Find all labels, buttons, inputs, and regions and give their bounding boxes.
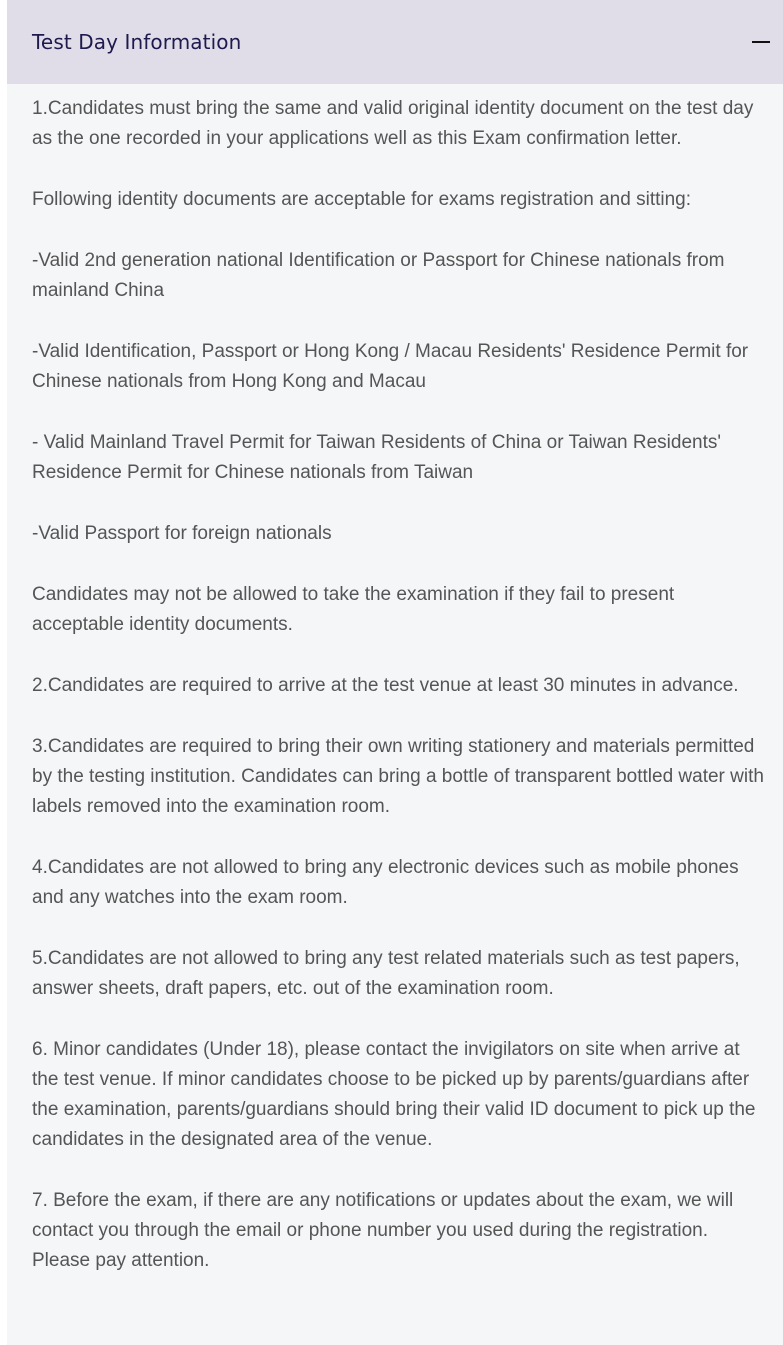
- info-paragraph-11: 5.Candidates are not allowed to bring any test related materials such as test papers, answer sheets, draft papers, etc. out of the examination room.: [32, 948, 740, 999]
- info-paragraph-12: 6. Minor candidates (Under 18), please contact the invigilators on site when arrive at the test venue. If minor candidates choose to be picked up by parents/guardians after the examination, parents/guardians should bring their valid ID document to pick up the candidates in the designated area of the venue.: [32, 1039, 756, 1150]
- info-paragraph-5: - Valid Mainland Travel Permit for Taiwan Residents of China or Taiwan Residents' Residence Permit for Chinese nationals from Taiwan: [32, 432, 722, 483]
- test-day-info-panel: [7, 0, 783, 1345]
- panel-title: Test Day Information: [32, 30, 242, 54]
- info-paragraph-10: 4.Candidates are not allowed to bring any electronic devices such as mobile phones and any watches into the exam room.: [32, 857, 739, 908]
- collapse-button[interactable]: [747, 28, 775, 56]
- minus-icon: [752, 41, 770, 43]
- info-paragraph-9: 3.Candidates are required to bring their own writing stationery and materials permitted by the testing institution. Candidates can bring a bottle of transparent bottled water with labels removed into the examination room.: [32, 736, 764, 817]
- info-paragraph-7: Candidates may not be allowed to take the examination if they fail to present acceptable identity documents.: [32, 584, 675, 635]
- info-paragraph-2: Following identity documents are acceptable for exams registration and sitting:: [32, 189, 692, 210]
- accordion-header[interactable]: [7, 0, 783, 84]
- info-paragraph-13: 7. Before the exam, if there are any notifications or updates about the exam, we will contact you through the email or phone number you used during the registration. Please pay attention.: [32, 1190, 734, 1271]
- info-paragraph-1: 1.Candidates must bring the same and valid original identity document on the test day as the one recorded in your applications well as this Exam confirmation letter.: [32, 98, 754, 149]
- info-paragraph-3: -Valid 2nd generation national Identification or Passport for Chinese nationals from mainland China: [32, 250, 725, 301]
- info-paragraph-6: -Valid Passport for foreign nationals: [32, 523, 332, 544]
- info-paragraph-4: -Valid Identification, Passport or Hong Kong / Macau Residents' Residence Permit for Chinese nationals from Hong Kong and Macau: [32, 341, 749, 392]
- panel-body: [7, 84, 783, 1276]
- info-paragraph-8: 2.Candidates are required to arrive at the test venue at least 30 minutes in advance.: [32, 675, 739, 696]
